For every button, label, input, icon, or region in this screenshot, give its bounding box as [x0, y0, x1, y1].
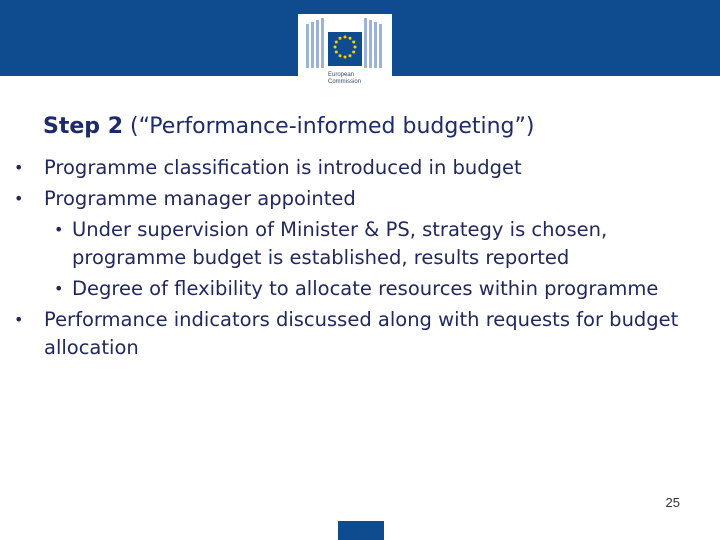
- sub-list-item-text: Degree of flexibility to allocate resources within programme: [72, 277, 659, 300]
- sub-list-item-text: Under supervision of Minister & PS, strategy is chosen, programme budget is established, results reported: [72, 218, 608, 269]
- european-commission-logo: [298, 14, 392, 100]
- sub-list-item: [14, 275, 704, 303]
- bullet-icon: •: [14, 310, 24, 329]
- sub-list-item: [14, 216, 704, 272]
- list-item-text: Programme classification is introduced in budget: [44, 156, 522, 179]
- page-number: 25: [665, 495, 680, 510]
- logo-line-2: Commission: [328, 79, 362, 85]
- commission-building-icon: [298, 14, 392, 72]
- slide-title-rest: (“Performance-informed budgeting”): [123, 114, 535, 139]
- list-item: [14, 185, 704, 213]
- bullet-icon: •: [54, 220, 64, 239]
- list-item-text: Programme manager appointed: [44, 187, 356, 210]
- logo-wordmark: [328, 72, 388, 86]
- bullet-list: [14, 154, 704, 362]
- bullet-icon: •: [14, 189, 24, 208]
- slide-title: [43, 112, 535, 142]
- list-item: [14, 154, 704, 182]
- list-item-text: Performance indicators discussed along with requests for budget allocation: [44, 308, 679, 359]
- bullet-icon: •: [54, 279, 64, 298]
- logo-line-1: European: [328, 72, 355, 78]
- list-item: [14, 306, 704, 362]
- bullet-icon: •: [14, 158, 24, 177]
- footer-bar: [338, 521, 384, 540]
- slide-title-step: Step 2: [43, 114, 123, 139]
